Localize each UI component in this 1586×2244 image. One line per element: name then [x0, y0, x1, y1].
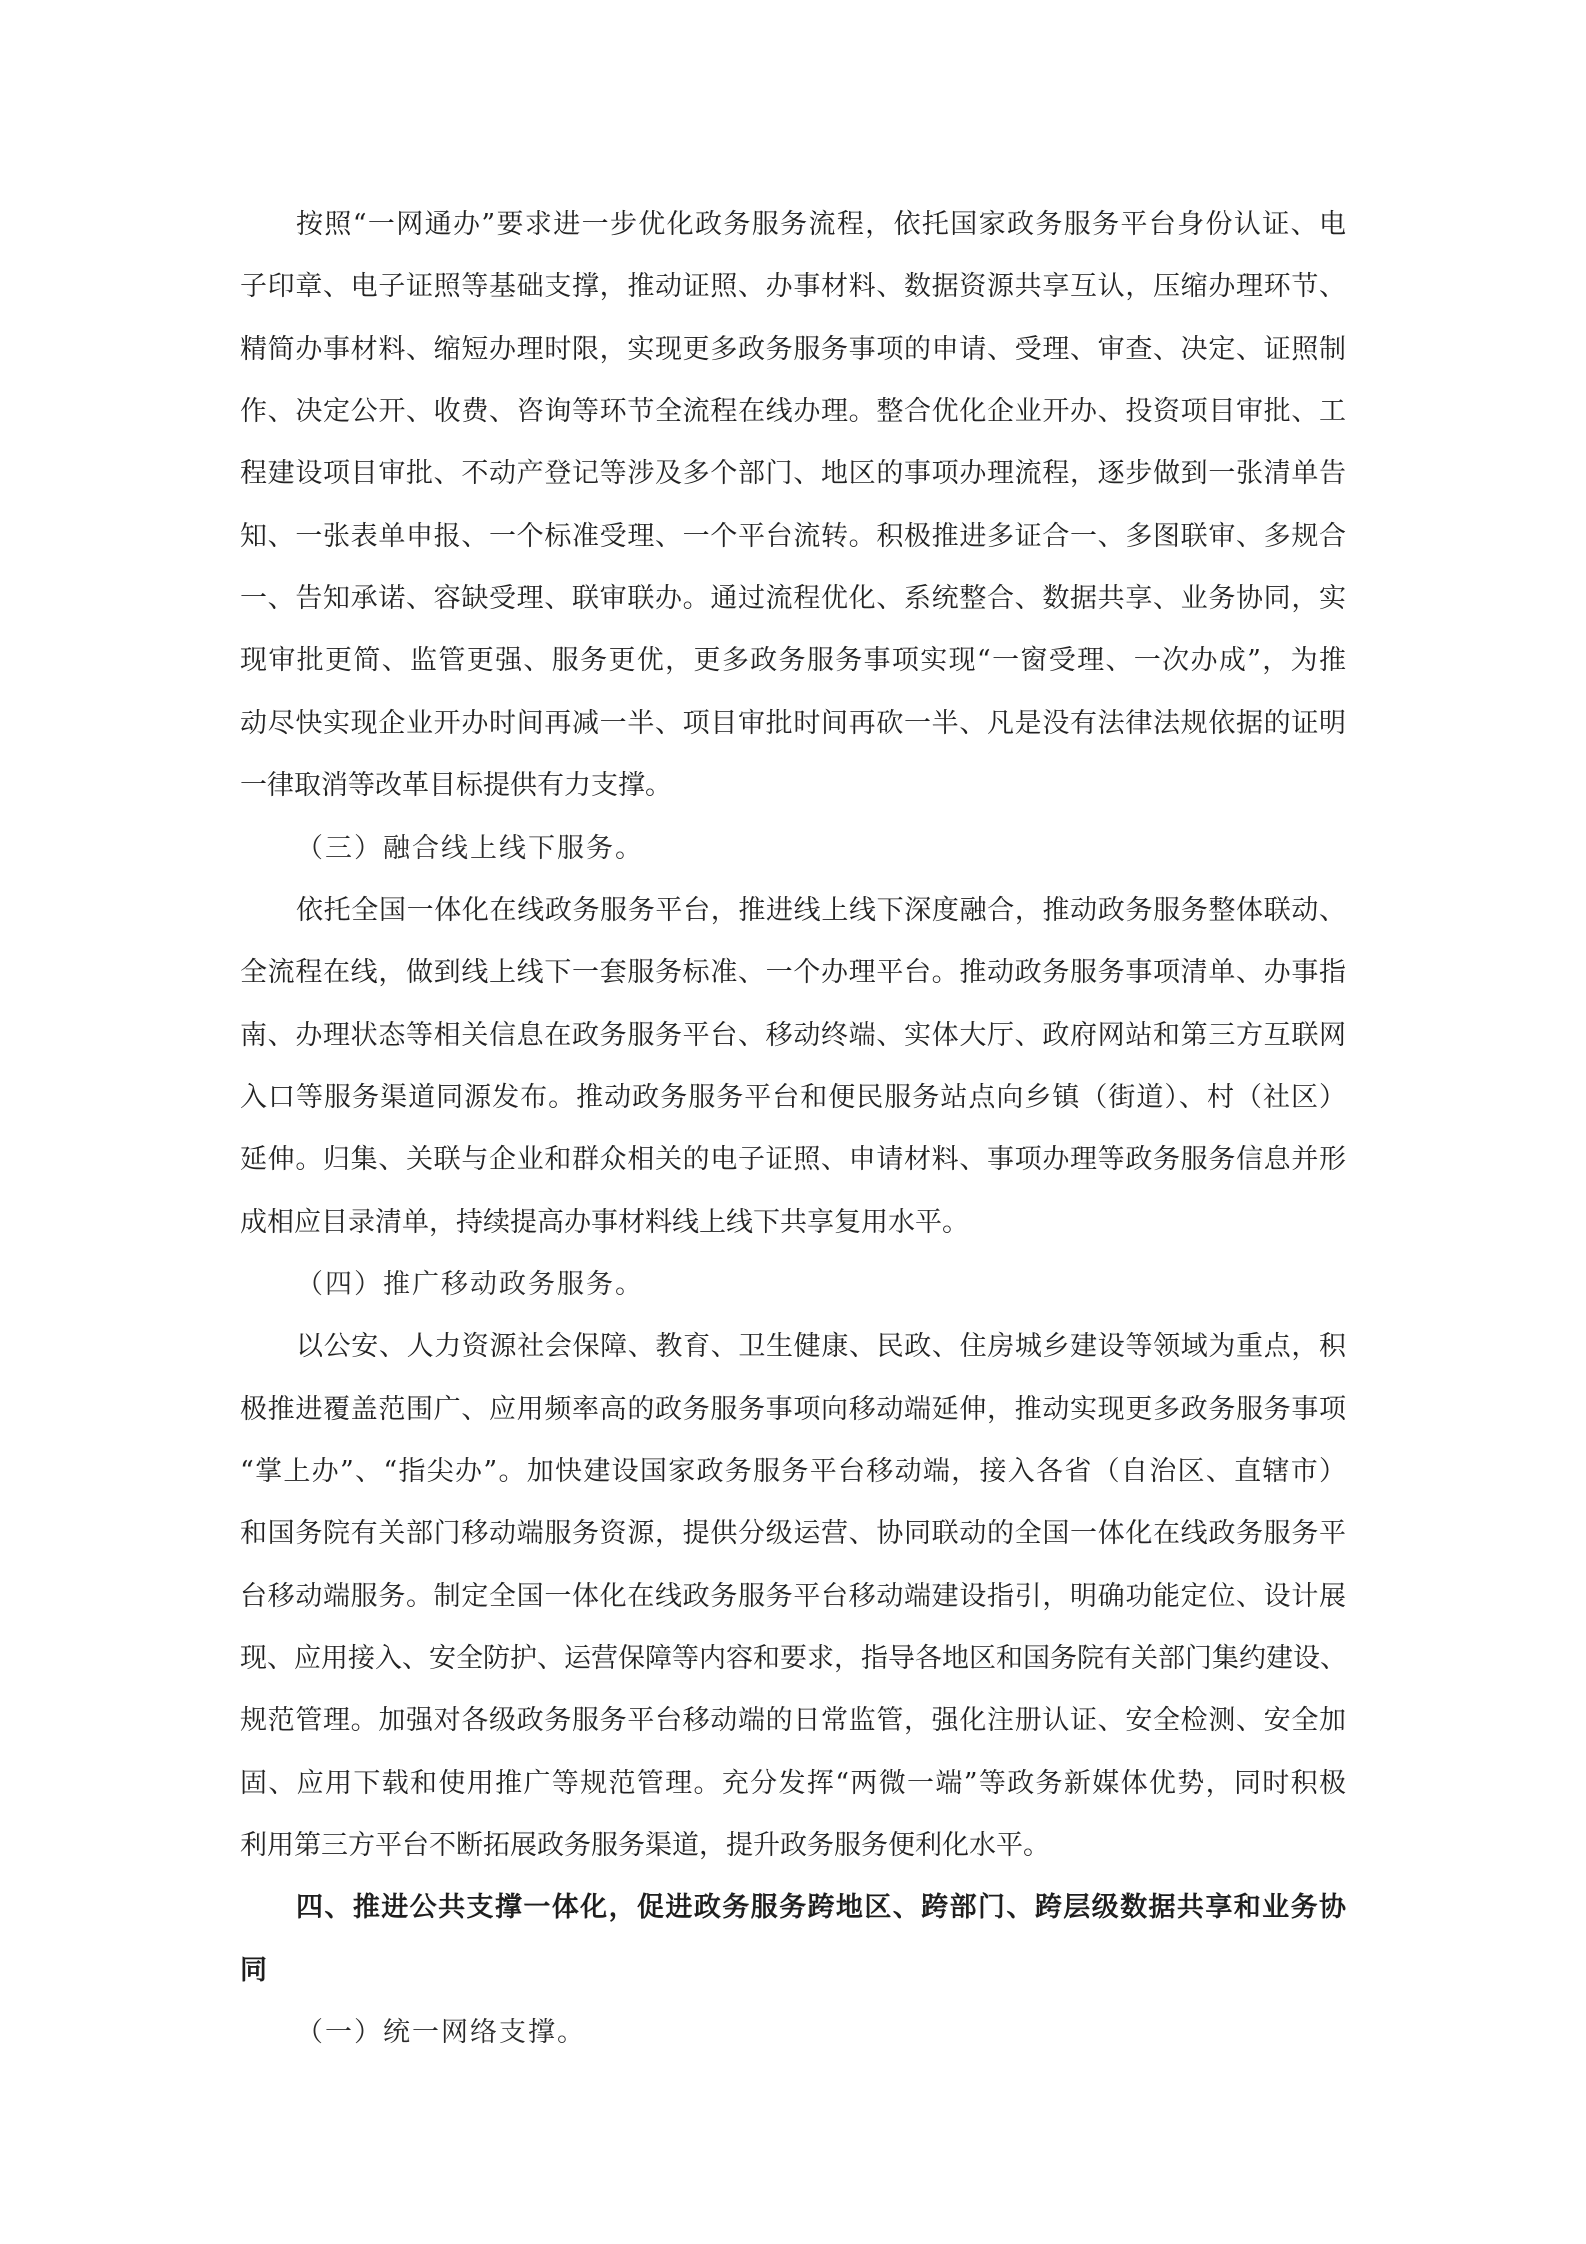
paragraph-line: 知、一张表单申报、一个标准受理、一个平台流转。积极推进多证合一、多图联审、多规合	[240, 521, 1346, 552]
section-heading: 四、推进公共支撑一体化，促进政务服务跨地区、跨部门、跨层级数据共享和业务协	[296, 1892, 1346, 1923]
paragraph-line: 现、应用接入、安全防护、运营保障等内容和要求，指导各地区和国务院有关部门集约建设、	[240, 1643, 1347, 1674]
paragraph-line: 精简办事材料、缩短办理时限，实现更多政务服务事项的申请、受理、审查、决定、证照制	[240, 334, 1346, 365]
paragraph-line: 成相应目录清单，持续提高办事材料线上线下共享复用水平。	[240, 1207, 969, 1238]
subheading-3: （三）融合线上线下服务。	[296, 833, 644, 864]
paragraph-line: 全流程在线，做到线上线下一套服务标准、一个办理平台。推动政务服务事项清单、办事指	[240, 957, 1346, 988]
paragraph-line: 作、决定公开、收费、咨询等环节全流程在线办理。整合优化企业开办、投资项目审批、工	[240, 396, 1346, 427]
paragraph-line: 程建设项目审批、不动产登记等涉及多个部门、地区的事项办理流程，逐步做到一张清单告	[240, 458, 1346, 489]
paragraph-line: 极推进覆盖范围广、应用频率高的政务服务事项向移动端延伸，推动实现更多政务服务事项	[240, 1394, 1346, 1425]
paragraph-line: 依托全国一体化在线政务服务平台，推进线上线下深度融合，推动政务服务整体联动、	[296, 895, 1346, 926]
section-heading-continued: 同	[240, 1955, 267, 1986]
paragraph-line: “掌上办”、“指尖办”。加快建设国家政务服务平台移动端，接入各省（自治区、直辖市）	[240, 1456, 1346, 1487]
paragraph-line: 延伸。归集、关联与企业和群众相关的电子证照、申请材料、事项办理等政务服务信息并形	[240, 1144, 1346, 1175]
subheading-4: （四）推广移动政务服务。	[296, 1269, 644, 1300]
subheading-1: （一）统一网络支撑。	[296, 2017, 586, 2048]
paragraph-line: 现审批更简、监管更强、服务更优，更多政务服务事项实现“一窗受理、一次办成”，为推	[240, 645, 1346, 676]
paragraph-line: 南、办理状态等相关信息在政务服务平台、移动终端、实体大厅、政府网站和第三方互联网	[240, 1020, 1346, 1051]
paragraph-line: 规范管理。加强对各级政务服务平台移动端的日常监管，强化注册认证、安全检测、安全加	[240, 1705, 1346, 1736]
paragraph-line: 和国务院有关部门移动端服务资源，提供分级运营、协同联动的全国一体化在线政务服务平	[240, 1518, 1346, 1549]
paragraph-line: 一、告知承诺、容缺受理、联审联办。通过流程优化、系统整合、数据共享、业务协同，实	[240, 583, 1346, 614]
paragraph-line: 固、应用下载和使用推广等规范管理。充分发挥“两微一端”等政务新媒体优势，同时积极	[240, 1768, 1346, 1799]
paragraph-line: 按照“一网通办”要求进一步优化政务服务流程，依托国家政务服务平台身份认证、电	[296, 209, 1346, 240]
paragraph-line: 利用第三方平台不断拓展政务服务渠道，提升政务服务便利化水平。	[240, 1830, 1050, 1861]
paragraph-line: 台移动端服务。制定全国一体化在线政务服务平台移动端建设指引，明确功能定位、设计展	[240, 1581, 1346, 1612]
paragraph-line: 以公安、人力资源社会保障、教育、卫生健康、民政、住房城乡建设等领域为重点，积	[296, 1331, 1346, 1362]
paragraph-line: 动尽快实现企业开办时间再减一半、项目审批时间再砍一半、凡是没有法律法规依据的证明	[240, 708, 1346, 739]
paragraph-line: 子印章、电子证照等基础支撑，推动证照、办事材料、数据资源共享互认，压缩办理环节、	[240, 271, 1346, 302]
paragraph-line: 入口等服务渠道同源发布。推动政务服务平台和便民服务站点向乡镇（街道）、村（社区）	[240, 1082, 1346, 1113]
paragraph-line: 一律取消等改革目标提供有力支撑。	[240, 770, 672, 801]
